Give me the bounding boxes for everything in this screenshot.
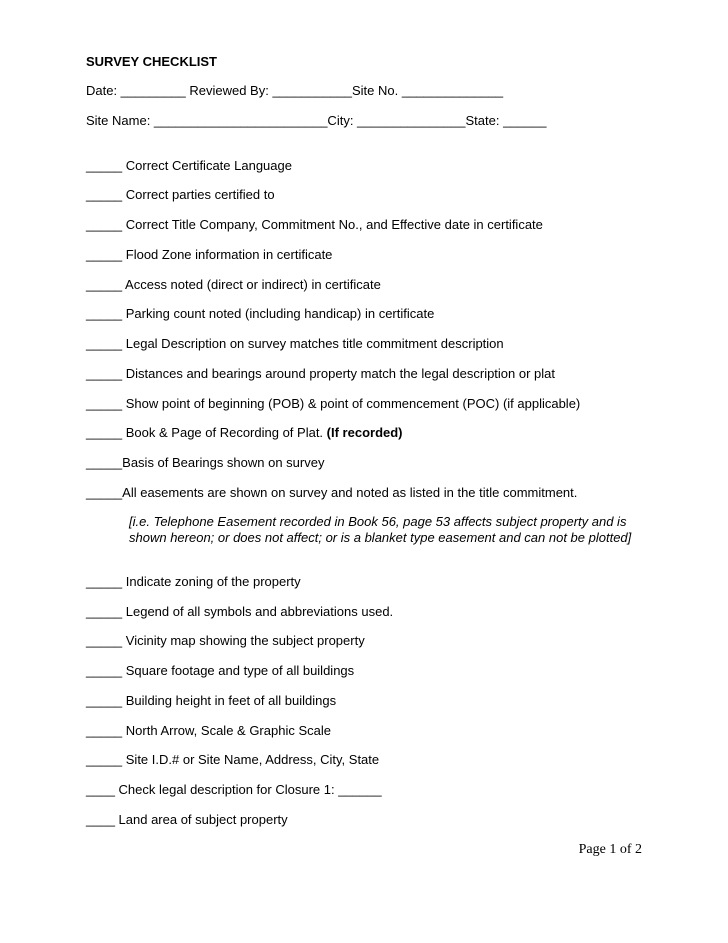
checklist-item: _____ Site I.D.# or Site Name, Address, City, State <box>86 752 380 767</box>
checklist-item: _____ Legal Description on survey matches title commitment description <box>86 336 504 351</box>
header-site-name-city-state-line: Site Name: ________________________City: _______________State: ______ <box>86 113 547 128</box>
checklist-item: _____ North Arrow, Scale & Graphic Scale <box>86 723 331 738</box>
checklist-item: _____All easements are shown on survey and noted as listed in the title commitment. <box>86 485 578 500</box>
checklist-item: _____ Access noted (direct or indirect) in certificate <box>86 277 381 292</box>
checklist-item: ____ Check legal description for Closure 1: ______ <box>86 782 382 797</box>
recorded-qualifier: (If recorded) <box>326 425 403 440</box>
checklist-item-text: _____ Book & Page of Recording of Plat. <box>86 425 327 440</box>
checklist-item: ____ Land area of subject property <box>86 812 288 827</box>
checklist-item: _____ Correct Certificate Language <box>86 158 292 173</box>
checklist-item: _____ Correct parties certified to <box>86 187 275 202</box>
checklist-item: _____ Vicinity map showing the subject property <box>86 633 365 648</box>
page-number: Page 1 of 2 <box>578 842 642 857</box>
checklist-item: _____Basis of Bearings shown on survey <box>86 455 325 470</box>
header-date-reviewer-site-line: Date: _________ Reviewed By: ___________Site No. ______________ <box>86 83 504 98</box>
checklist-item: _____ Parking count noted (including handicap) in certificate <box>86 306 435 321</box>
checklist-item: _____ Distances and bearings around property match the legal description or plat <box>86 366 556 381</box>
document-title: SURVEY CHECKLIST <box>86 54 217 69</box>
checklist-item: _____ Square footage and type of all buildings <box>86 663 355 678</box>
checklist-item <box>86 425 403 441</box>
checklist-item: _____ Legend of all symbols and abbreviations used. <box>86 604 394 619</box>
checklist-item: _____ Indicate zoning of the property <box>86 574 301 589</box>
easement-note: [i.e. Telephone Easement recorded in Book 56, page 53 affects subject property and is shown hereon; or does not affect; or is a blanket type easement and can not be plotted] <box>129 514 632 545</box>
checklist-item: _____ Flood Zone information in certificate <box>86 247 333 262</box>
checklist-item: _____ Show point of beginning (POB) & point of commencement (POC) (if applicable) <box>86 396 581 411</box>
checklist-item: _____ Building height in feet of all buildings <box>86 693 337 708</box>
checklist-item: _____ Correct Title Company, Commitment No., and Effective date in certificate <box>86 217 543 232</box>
